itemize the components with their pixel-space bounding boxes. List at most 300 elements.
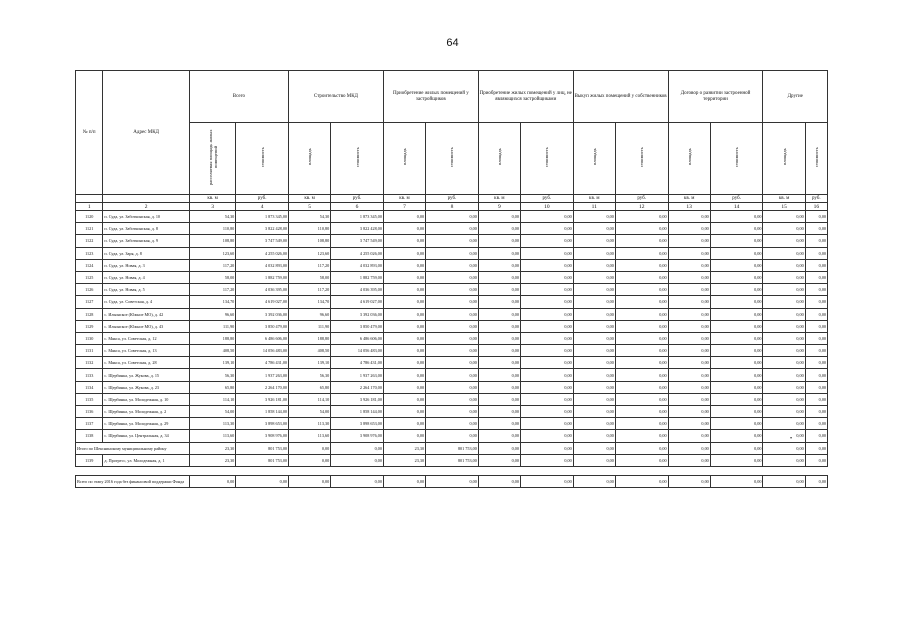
- value-cell: 117,20: [189, 259, 235, 271]
- column-number-cell: 5: [289, 203, 331, 211]
- row-address: п. Суда, ул. Новая, д. 4: [103, 271, 189, 283]
- col-num-header: № п/п: [76, 71, 103, 195]
- table-row: [76, 259, 828, 271]
- value-cell: 0,00: [668, 259, 710, 271]
- row-number: 1136: [76, 406, 103, 418]
- value-cell: 108,80: [289, 235, 331, 247]
- value-cell: 0,00: [383, 259, 425, 271]
- value-cell: 0,00: [573, 235, 615, 247]
- value-cell: 23,30: [189, 442, 235, 454]
- row-address: п. Суда, ул. Заботкинская, д. 8: [103, 223, 189, 235]
- group-header-development-agreement: Договор о развитии застроенной территории: [668, 71, 763, 123]
- value-cell: 0,00: [615, 442, 668, 454]
- value-cell: 0,00: [426, 211, 479, 223]
- value-cell: 0,00: [615, 430, 668, 442]
- value-cell: 0,00: [763, 442, 805, 454]
- row-number: 1128: [76, 308, 103, 320]
- value-cell: 0,00: [805, 418, 827, 430]
- value-cell: 113,30: [189, 418, 235, 430]
- value-cell: 0,00: [573, 223, 615, 235]
- column-number-cell: 7: [383, 203, 425, 211]
- value-cell: 0,00: [289, 475, 331, 487]
- value-cell: 0,00: [478, 271, 520, 283]
- value-cell: 3 850 479,00: [331, 320, 384, 332]
- row-number: 1134: [76, 381, 103, 393]
- value-cell: 4 255 026,00: [331, 247, 384, 259]
- value-cell: 0,00: [763, 284, 805, 296]
- value-cell: 134,70: [189, 296, 235, 308]
- value-cell: 0,00: [763, 381, 805, 393]
- value-cell: 0,00: [478, 259, 520, 271]
- table-row: [76, 345, 828, 357]
- row-number: 1129: [76, 320, 103, 332]
- unit-cell: кв. м: [383, 195, 425, 203]
- value-cell: 0,00: [426, 381, 479, 393]
- column-number-cell: 11: [573, 203, 615, 211]
- value-cell: 0,00: [383, 235, 425, 247]
- value-cell: 0,00: [805, 259, 827, 271]
- value-cell: 0,00: [710, 247, 763, 259]
- value-cell: 0,00: [383, 223, 425, 235]
- table-row: [76, 369, 828, 381]
- value-cell: 0,00: [573, 393, 615, 405]
- value-cell: 0,00: [763, 247, 805, 259]
- value-cell: 0,00: [763, 430, 805, 442]
- row-address: п. Суда, ул. Заботкинская, д. 10: [103, 211, 189, 223]
- value-cell: 0,00: [710, 211, 763, 223]
- value-cell: 0,00: [763, 320, 805, 332]
- value-cell: 0,00: [573, 320, 615, 332]
- value-cell: 0,00: [520, 211, 573, 223]
- value-cell: 1 937 263,00: [331, 369, 384, 381]
- value-cell: 0,00: [805, 454, 827, 466]
- value-cell: 54,30: [289, 211, 331, 223]
- value-cell: 0,00: [426, 235, 479, 247]
- value-cell: 0,00: [426, 296, 479, 308]
- value-cell: 0,00: [763, 406, 805, 418]
- value-cell: 3 392 036,00: [331, 308, 384, 320]
- value-cell: 0,00: [573, 369, 615, 381]
- value-cell: 0,00: [615, 320, 668, 332]
- row-number: 1125: [76, 271, 103, 283]
- value-cell: 0,00: [668, 393, 710, 405]
- value-cell: 0,00: [615, 357, 668, 369]
- value-cell: 0,00: [615, 332, 668, 344]
- column-number-cell: 4: [236, 203, 289, 211]
- value-cell: 2 264 170,00: [236, 381, 289, 393]
- subheader-cost: стоимость: [544, 147, 550, 167]
- value-cell: 0,00: [426, 247, 479, 259]
- value-cell: 0,00: [478, 308, 520, 320]
- value-cell: 0,00: [478, 345, 520, 357]
- value-cell: 2 264 170,00: [331, 381, 384, 393]
- value-cell: 0,00: [763, 475, 805, 487]
- value-cell: 3 392 036,00: [236, 308, 289, 320]
- value-cell: 54,30: [189, 211, 235, 223]
- value-cell: 0,00: [805, 442, 827, 454]
- value-cell: 0,00: [710, 381, 763, 393]
- value-cell: 3 908 976,00: [236, 430, 289, 442]
- value-cell: 0,00: [573, 406, 615, 418]
- row-label: Всего по этапу 2016 года без финансовой поддержки Фонда: [76, 475, 190, 487]
- value-cell: 0,00: [426, 357, 479, 369]
- value-cell: 0,00: [668, 345, 710, 357]
- value-cell: 0,00: [710, 296, 763, 308]
- value-cell: 0,00: [520, 235, 573, 247]
- value-cell: 0,00: [520, 369, 573, 381]
- value-cell: 0,00: [383, 381, 425, 393]
- value-cell: 117,20: [289, 284, 331, 296]
- value-cell: 0,00: [573, 308, 615, 320]
- value-cell: 0,00: [615, 296, 668, 308]
- value-cell: 0,00: [520, 406, 573, 418]
- value-cell: 0,00: [615, 369, 668, 381]
- value-cell: 0,00: [520, 308, 573, 320]
- value-cell: 0,00: [805, 406, 827, 418]
- value-cell: 0,00: [615, 308, 668, 320]
- subheader-area: площадь: [781, 148, 787, 166]
- value-cell: 0,00: [710, 406, 763, 418]
- value-cell: 0,00: [710, 320, 763, 332]
- value-cell: 0,00: [383, 475, 425, 487]
- value-cell: 58,00: [289, 271, 331, 283]
- value-cell: 54,00: [189, 406, 235, 418]
- value-cell: 0,00: [478, 284, 520, 296]
- value-cell: 0,00: [805, 345, 827, 357]
- value-cell: 0,00: [710, 369, 763, 381]
- value-cell: 0,00: [478, 235, 520, 247]
- row-number: 1133: [76, 369, 103, 381]
- table-row: [76, 406, 828, 418]
- col-address-header: Адрес МКД: [103, 71, 189, 195]
- value-cell: 113,60: [189, 430, 235, 442]
- total-row: [76, 475, 828, 487]
- value-cell: 0,00: [710, 454, 763, 466]
- value-cell: 0,00: [189, 475, 235, 487]
- value-cell: 0,00: [805, 475, 827, 487]
- value-cell: 0,00: [478, 223, 520, 235]
- value-cell: 0,00: [426, 259, 479, 271]
- value-cell: 0,00: [478, 430, 520, 442]
- value-cell: 0,00: [573, 345, 615, 357]
- value-cell: 65,80: [189, 381, 235, 393]
- value-cell: 0,00: [615, 393, 668, 405]
- column-number-cell: 1: [76, 203, 103, 211]
- value-cell: 0,00: [520, 223, 573, 235]
- group-header-total: Всего: [189, 71, 288, 123]
- value-cell: 0,00: [383, 211, 425, 223]
- value-cell: 0,00: [426, 223, 479, 235]
- value-cell: 0,00: [615, 345, 668, 357]
- value-cell: 110,80: [189, 223, 235, 235]
- value-cell: 3 747 549,00: [331, 235, 384, 247]
- table-row: [76, 247, 828, 259]
- subheader-cost: стоимость: [813, 147, 819, 167]
- value-cell: 0,00: [763, 271, 805, 283]
- unit-cell: кв. м: [668, 195, 710, 203]
- value-cell: 4 032 893,00: [331, 259, 384, 271]
- value-cell: 0,00: [615, 223, 668, 235]
- value-cell: 0,00: [478, 247, 520, 259]
- value-cell: 0,00: [615, 211, 668, 223]
- column-number-cell: 10: [520, 203, 573, 211]
- value-cell: 0,00: [520, 284, 573, 296]
- value-cell: 0,00: [710, 418, 763, 430]
- value-cell: 0,00: [573, 296, 615, 308]
- value-cell: 4 032 893,00: [236, 259, 289, 271]
- value-cell: 0,00: [668, 284, 710, 296]
- column-number-cell: 8: [426, 203, 479, 211]
- value-cell: 0,00: [478, 454, 520, 466]
- table-row: [76, 284, 828, 296]
- value-cell: 3 850 479,00: [236, 320, 289, 332]
- value-cell: 0,00: [710, 430, 763, 442]
- value-cell: 113,30: [289, 418, 331, 430]
- value-cell: 0,00: [478, 211, 520, 223]
- subheader-cost: стоимость: [639, 147, 645, 167]
- subtotal-row: [76, 442, 828, 454]
- value-cell: 0,00: [763, 393, 805, 405]
- value-cell: 0,00: [383, 247, 425, 259]
- unit-cell: руб.: [236, 195, 289, 203]
- value-cell: 0,00: [805, 271, 827, 283]
- value-cell: 0,00: [763, 418, 805, 430]
- footnote-mark: •: [790, 436, 793, 442]
- value-cell: 14 056 483,00: [331, 345, 384, 357]
- column-number-cell: 2: [103, 203, 189, 211]
- column-number-cell: 16: [805, 203, 827, 211]
- row-number: 1123: [76, 247, 103, 259]
- value-cell: 0,00: [710, 235, 763, 247]
- table-row: [76, 308, 828, 320]
- table-row: [76, 418, 828, 430]
- value-cell: 801 753,00: [426, 454, 479, 466]
- table-row: [76, 296, 828, 308]
- value-cell: 0,00: [668, 454, 710, 466]
- value-cell: 0,00: [668, 442, 710, 454]
- value-cell: 0,00: [805, 320, 827, 332]
- value-cell: 0,00: [763, 369, 805, 381]
- subheader-cost: стоимость: [449, 147, 455, 167]
- value-cell: 1 937 263,00: [236, 369, 289, 381]
- table-row: [76, 357, 828, 369]
- row-address: с. Мякса, ул. Советская, д. 12: [103, 332, 189, 344]
- value-cell: 6 486 606,00: [236, 332, 289, 344]
- value-cell: 114,10: [289, 393, 331, 405]
- value-cell: 0,00: [668, 475, 710, 487]
- value-cell: 0,00: [710, 284, 763, 296]
- value-cell: 0,00: [805, 308, 827, 320]
- value-cell: 0,00: [710, 345, 763, 357]
- row-address: с. Мякса, ул. Советская, д. 28: [103, 357, 189, 369]
- value-cell: 1 873 345,00: [236, 211, 289, 223]
- row-number: 1132: [76, 357, 103, 369]
- row-address: с. Мякса, ул. Советская, д. 13: [103, 345, 189, 357]
- value-cell: 0,00: [805, 430, 827, 442]
- value-cell: 0,00: [573, 454, 615, 466]
- value-cell: 0,00: [615, 381, 668, 393]
- value-cell: 188,80: [189, 332, 235, 344]
- value-cell: 0,00: [710, 357, 763, 369]
- value-cell: 0,00: [478, 475, 520, 487]
- table-row: [76, 235, 828, 247]
- table-row: [76, 332, 828, 344]
- value-cell: 0,00: [573, 271, 615, 283]
- value-cell: 0,00: [763, 211, 805, 223]
- value-cell: 0,00: [573, 475, 615, 487]
- value-cell: 0,00: [520, 332, 573, 344]
- value-cell: 0,00: [520, 345, 573, 357]
- value-cell: 0,00: [383, 406, 425, 418]
- value-cell: 3 926 181,00: [331, 393, 384, 405]
- value-cell: 96,60: [189, 308, 235, 320]
- subheader-area: площадь: [496, 148, 502, 166]
- table-body: [76, 211, 828, 488]
- value-cell: 1 858 144,00: [236, 406, 289, 418]
- value-cell: 0,00: [710, 271, 763, 283]
- value-cell: 0,00: [573, 247, 615, 259]
- group-header-construction: Строительство МКД: [289, 71, 384, 123]
- value-cell: 3 926 181,00: [236, 393, 289, 405]
- value-cell: 0,00: [668, 271, 710, 283]
- group-header-other: Другие: [763, 71, 828, 123]
- column-number-cell: 15: [763, 203, 805, 211]
- value-cell: 4 786 431,00: [331, 357, 384, 369]
- value-cell: 0,00: [573, 381, 615, 393]
- value-cell: 0,00: [383, 393, 425, 405]
- table-row: [76, 271, 828, 283]
- value-cell: 123,60: [289, 247, 331, 259]
- value-cell: 0,00: [668, 296, 710, 308]
- row-number: 1131: [76, 345, 103, 357]
- value-cell: 3 908 976,00: [331, 430, 384, 442]
- resettlement-table: [75, 70, 828, 488]
- row-address: с. Щербинка, ул. Молодежная, д. 29: [103, 418, 189, 430]
- value-cell: 139,10: [189, 357, 235, 369]
- row-number: 1120: [76, 211, 103, 223]
- value-cell: 0,00: [710, 223, 763, 235]
- row-number: 1135: [76, 393, 103, 405]
- subheader-cost: стоимость: [354, 147, 360, 167]
- unit-cell: руб.: [805, 195, 827, 203]
- row-number: 1139: [76, 454, 103, 466]
- value-cell: 0,00: [763, 357, 805, 369]
- value-cell: 0,00: [426, 475, 479, 487]
- value-cell: 117,20: [189, 284, 235, 296]
- value-cell: 0,00: [573, 332, 615, 344]
- value-cell: 0,00: [710, 442, 763, 454]
- row-address: с. Щербинка, ул. Жукова, д. 23: [103, 381, 189, 393]
- column-number-cell: 9: [478, 203, 520, 211]
- value-cell: 0,00: [805, 369, 827, 381]
- value-cell: 0,00: [520, 381, 573, 393]
- value-cell: 801 753,00: [426, 442, 479, 454]
- row-address: с. Щербинка, ул. Молодежная, д. 10: [103, 393, 189, 405]
- column-numbers-row: [76, 203, 828, 211]
- value-cell: 3 822 428,00: [331, 223, 384, 235]
- value-cell: 0,00: [573, 357, 615, 369]
- value-cell: 0,00: [710, 332, 763, 344]
- value-cell: 134,70: [289, 296, 331, 308]
- subheader-cost: стоимость: [259, 147, 265, 167]
- value-cell: 0,00: [668, 308, 710, 320]
- value-cell: 114,10: [189, 393, 235, 405]
- value-cell: 0,00: [763, 308, 805, 320]
- spacer-row: [76, 466, 828, 475]
- value-cell: 0,00: [426, 393, 479, 405]
- table-row: [76, 223, 828, 235]
- value-cell: 0,00: [383, 345, 425, 357]
- value-cell: 0,00: [383, 357, 425, 369]
- value-cell: 1 858 144,00: [331, 406, 384, 418]
- subheader-area: площадь: [686, 148, 692, 166]
- value-cell: 56,30: [189, 369, 235, 381]
- value-cell: 0,00: [426, 430, 479, 442]
- value-cell: 6 486 606,00: [331, 332, 384, 344]
- value-cell: 58,00: [189, 271, 235, 283]
- value-cell: 0,00: [520, 442, 573, 454]
- value-cell: 0,00: [615, 235, 668, 247]
- table-row: [76, 320, 828, 332]
- table-row: [76, 393, 828, 405]
- value-cell: 23,30: [189, 454, 235, 466]
- row-label: Итого по Шекснинскому муниципальному району: [76, 442, 190, 454]
- value-cell: 408,50: [289, 345, 331, 357]
- units-row: [76, 195, 828, 203]
- value-cell: 0,00: [478, 296, 520, 308]
- value-cell: 0,00: [573, 259, 615, 271]
- value-cell: 0,00: [520, 259, 573, 271]
- row-address: с. Щербинка, ул. Жукова, д. 15: [103, 369, 189, 381]
- value-cell: 0,00: [710, 475, 763, 487]
- value-cell: 0,00: [668, 211, 710, 223]
- row-address: с. Щербинка, ул. Молодежная, д. 2: [103, 406, 189, 418]
- value-cell: 0,00: [478, 369, 520, 381]
- value-cell: 117,20: [289, 259, 331, 271]
- value-cell: 0,00: [763, 454, 805, 466]
- value-cell: 0,00: [615, 259, 668, 271]
- value-cell: 0,00: [668, 235, 710, 247]
- value-cell: 111,90: [189, 320, 235, 332]
- value-cell: 0,00: [383, 284, 425, 296]
- value-cell: 23,30: [383, 442, 425, 454]
- value-cell: 0,00: [383, 430, 425, 442]
- value-cell: 0,00: [615, 454, 668, 466]
- value-cell: 111,90: [289, 320, 331, 332]
- value-cell: 0,00: [383, 296, 425, 308]
- value-cell: 0,00: [426, 284, 479, 296]
- value-cell: 0,00: [763, 345, 805, 357]
- value-cell: 0,00: [426, 320, 479, 332]
- group-header-buyout: Выкуп жилых помещений у собственников: [573, 71, 668, 123]
- value-cell: 801 753,00: [236, 442, 289, 454]
- row-address: с. Ильинское (Южное МО), д. 42: [103, 308, 189, 320]
- value-cell: 110,80: [289, 223, 331, 235]
- value-cell: 0,00: [426, 332, 479, 344]
- value-cell: 0,00: [668, 223, 710, 235]
- value-cell: 0,00: [668, 332, 710, 344]
- value-cell: 4 619 027,00: [331, 296, 384, 308]
- value-cell: 0,00: [478, 393, 520, 405]
- value-cell: 0,00: [478, 320, 520, 332]
- unit-cell: руб.: [615, 195, 668, 203]
- unit-cell: кв. м: [189, 195, 235, 203]
- column-number-cell: 12: [615, 203, 668, 211]
- table-row: [76, 211, 828, 223]
- value-cell: 0,00: [805, 393, 827, 405]
- value-cell: 14 056 483,00: [236, 345, 289, 357]
- group-header-purchase-developers: Приобретение жилых помещений у застройщиков: [383, 71, 478, 123]
